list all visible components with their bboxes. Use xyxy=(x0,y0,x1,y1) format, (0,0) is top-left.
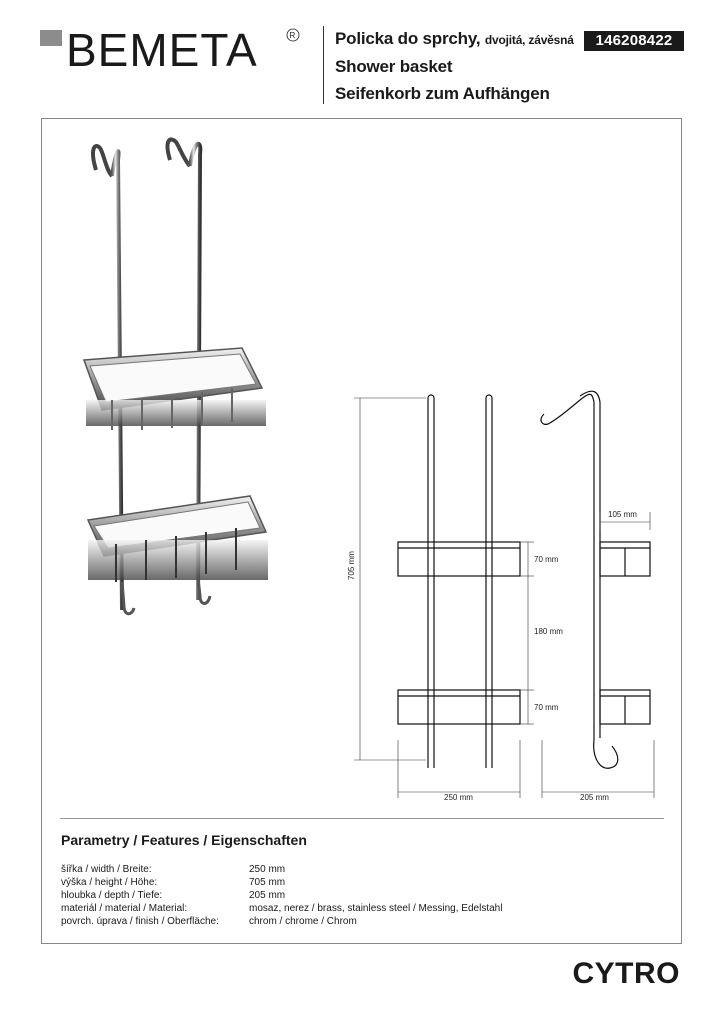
technical-drawing xyxy=(330,380,680,810)
product-titles xyxy=(335,26,574,107)
title-cz-suffix: dvojitá, závěsná xyxy=(484,33,574,47)
dim-gap-label: 180 mm xyxy=(534,627,563,636)
feature-value: 250 mm xyxy=(249,864,286,875)
dim-basket-bottom-label: 70 mm xyxy=(534,703,559,712)
svg-text:R: R xyxy=(289,31,296,40)
feature-value: mosaz, nerez / brass, stainless steel / Messing, Edelstahl xyxy=(249,903,503,914)
features-table xyxy=(61,863,502,928)
feature-label: výška / height / Höhe: xyxy=(61,877,158,888)
feature-row xyxy=(61,915,502,928)
brand-logo xyxy=(40,24,320,74)
features-title: Parametry / Features / Eigenschaften xyxy=(61,832,307,848)
feature-label: šířka / width / Breite: xyxy=(61,864,152,875)
series-name: CYTRO xyxy=(572,957,680,990)
feature-value: chrom / chrome / Chrom xyxy=(249,916,357,927)
title-de: Seifenkorb zum Aufhängen xyxy=(335,84,550,103)
dim-height-label: 705 mm xyxy=(347,551,356,580)
feature-row xyxy=(61,902,502,915)
section-divider xyxy=(60,818,664,819)
feature-value: 705 mm xyxy=(249,877,286,888)
dim-width-label: 250 mm xyxy=(444,793,473,802)
title-en: Shower basket xyxy=(335,57,453,76)
dim-basket-top-label: 70 mm xyxy=(534,555,559,564)
product-photo xyxy=(72,130,282,620)
dim-total-depth-label: 205 mm xyxy=(580,793,609,802)
header-divider xyxy=(323,26,324,104)
logo-wordmark: BEMETA xyxy=(66,24,258,74)
feature-label: hloubka / depth / Tiefe: xyxy=(61,890,163,901)
feature-row xyxy=(61,863,502,876)
dim-depth-label: 105 mm xyxy=(608,510,637,519)
feature-row xyxy=(61,889,502,902)
feature-label: povrch. úprava / finish / Oberfläche: xyxy=(61,916,219,927)
logo-square-icon xyxy=(40,30,62,46)
feature-row xyxy=(61,876,502,889)
feature-label: materiál / material / Material: xyxy=(61,903,188,914)
product-code: 146208422 xyxy=(584,31,684,51)
feature-value: 205 mm xyxy=(249,890,286,901)
title-cz: Policka do sprchy, dvojitá, závěsná xyxy=(335,29,574,48)
